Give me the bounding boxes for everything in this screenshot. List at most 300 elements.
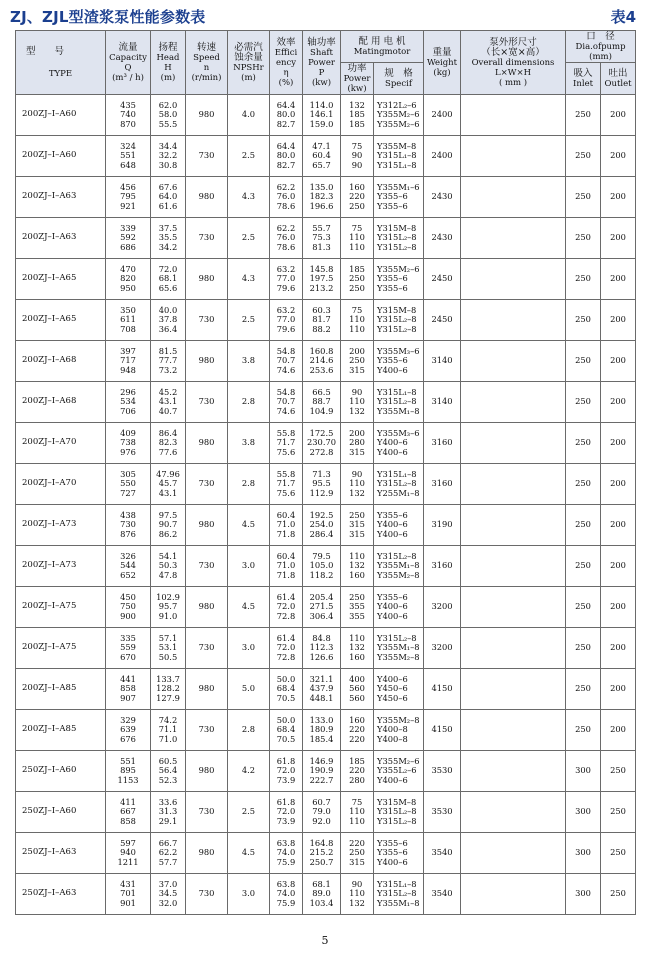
cell-shaft-power-value: 79.0 <box>312 806 331 817</box>
cell-dimensions <box>461 464 566 505</box>
cell-capacity-value: 305 <box>120 468 136 479</box>
cell-motor-power <box>341 218 374 259</box>
cell-head-value: 32.2 <box>158 150 178 161</box>
cell-capacity <box>106 95 151 136</box>
cell-motor-spec-value: Y315L₂–8 <box>377 478 417 489</box>
cell-outlet: 200 <box>601 423 636 464</box>
cell-motor-spec <box>374 628 424 669</box>
header-type: 型 号 TYPE <box>16 31 106 95</box>
cell-head-value: 34.4 <box>158 140 178 151</box>
cell-motor-power-value: 132 <box>349 642 365 653</box>
cell-efficiency-value: 77.0 <box>276 273 296 284</box>
cell-head-value: 43.1 <box>158 487 178 498</box>
cell-npsh: 3.0 <box>228 874 270 915</box>
cell-efficiency-value: 74.6 <box>276 405 296 416</box>
cell-weight: 3190 <box>424 505 461 546</box>
cell-head-value: 45.2 <box>158 386 178 397</box>
cell-efficiency <box>270 259 303 300</box>
cell-head-value: 50.5 <box>158 651 178 662</box>
cell-shaft-power <box>303 751 341 792</box>
cell-motor-power-value: 110 <box>349 888 365 899</box>
cell-motor-power <box>341 751 374 792</box>
cell-efficiency-value: 72.8 <box>276 610 296 621</box>
cell-motor-spec-value: Y355M₁–8 <box>377 405 420 416</box>
cell-motor-power-value: 160 <box>349 714 365 725</box>
cell-efficiency-value: 68.4 <box>276 724 296 735</box>
cell-capacity-value: 438 <box>120 509 136 520</box>
cell-head <box>151 95 186 136</box>
cell-outlet: 200 <box>601 177 636 218</box>
cell-capacity-value: 730 <box>120 519 136 530</box>
cell-head-value: 29.1 <box>158 815 178 826</box>
cell-type: 200ZJ–I–A65 <box>16 259 106 300</box>
cell-motor-spec-value: Y450–6 <box>377 692 408 703</box>
cell-head-value: 61.6 <box>158 200 178 211</box>
cell-shaft-power-value: 75.3 <box>312 232 331 243</box>
cell-efficiency <box>270 177 303 218</box>
cell-inlet: 250 <box>566 341 601 382</box>
cell-shaft-power-value: 89.0 <box>312 888 331 899</box>
cell-capacity-value: 738 <box>120 437 136 448</box>
cell-inlet: 300 <box>566 874 601 915</box>
cell-head <box>151 177 186 218</box>
cell-head-value: 102.9 <box>156 591 180 602</box>
cell-dimensions <box>461 546 566 587</box>
table-row <box>16 546 636 587</box>
cell-head-value: 91.0 <box>158 610 178 621</box>
cell-motor-spec-value: Y255M₁–8 <box>377 487 420 498</box>
table-row <box>16 587 636 628</box>
cell-efficiency <box>270 341 303 382</box>
cell-motor-power-value: 280 <box>349 774 365 785</box>
cell-motor-spec-value: Y355M₂–6 <box>377 755 420 766</box>
cell-efficiency-value: 61.4 <box>276 591 296 602</box>
cell-capacity <box>106 669 151 710</box>
cell-efficiency-value: 75.9 <box>276 856 296 867</box>
cell-head-value: 74.2 <box>158 714 178 725</box>
cell-head-value: 90.7 <box>158 519 178 530</box>
table-row <box>16 792 636 833</box>
cell-motor-power-value: 185 <box>349 109 365 120</box>
cell-npsh: 2.8 <box>228 464 270 505</box>
table-row <box>16 751 636 792</box>
cell-motor-spec <box>374 669 424 710</box>
cell-efficiency-value: 64.4 <box>276 99 296 110</box>
cell-shaft-power-value: 114.0 <box>309 99 334 110</box>
cell-shaft-power-value: 81.3 <box>312 241 331 252</box>
cell-shaft-power <box>303 136 341 177</box>
cell-shaft-power-value: 79.5 <box>312 550 331 561</box>
title-bar <box>10 6 636 28</box>
table-row <box>16 259 636 300</box>
table-row <box>16 710 636 751</box>
cell-motor-power-value: 250 <box>349 200 365 211</box>
cell-head-value: 62.0 <box>158 99 178 110</box>
cell-motor-spec-value: Y315L₂–8 <box>377 550 417 561</box>
cell-head <box>151 669 186 710</box>
cell-head-value: 71.0 <box>158 733 178 744</box>
cell-motor-spec <box>374 300 424 341</box>
cell-efficiency-value: 75.6 <box>276 446 296 457</box>
cell-head-value: 30.8 <box>158 159 178 170</box>
cell-capacity-value: 858 <box>120 683 136 694</box>
header-motor-power: 功率 Power (kw) <box>341 63 374 95</box>
cell-capacity <box>106 628 151 669</box>
cell-shaft-power-value: 112.3 <box>309 642 334 653</box>
cell-motor-spec-value: Y355M₂–8 <box>377 714 420 725</box>
cell-head-value: 37.8 <box>158 314 178 325</box>
cell-head-value: 36.4 <box>158 323 178 334</box>
cell-weight: 3200 <box>424 587 461 628</box>
cell-motor-power-value: 355 <box>349 601 365 612</box>
cell-motor-spec <box>374 546 424 587</box>
cell-head <box>151 628 186 669</box>
cell-capacity-value: 907 <box>120 692 136 703</box>
cell-speed: 980 <box>186 95 228 136</box>
cell-inlet: 300 <box>566 833 601 874</box>
cell-efficiency-value: 54.8 <box>276 386 296 397</box>
cell-head-value: 34.2 <box>158 241 178 252</box>
cell-motor-power-value: 90 <box>351 386 363 397</box>
cell-motor-spec-value: Y355M₁–8 <box>377 897 420 908</box>
cell-type: 200ZJ–I–A68 <box>16 382 106 423</box>
cell-inlet: 250 <box>566 546 601 587</box>
cell-efficiency-value: 61.4 <box>276 632 296 643</box>
cell-motor-power-value: 160 <box>349 651 365 662</box>
cell-motor-spec-value: Y315L₂–8 <box>377 314 417 325</box>
cell-motor-power-value: 110 <box>349 815 365 826</box>
cell-speed: 980 <box>186 259 228 300</box>
cell-capacity-value: 339 <box>120 222 136 233</box>
cell-inlet: 250 <box>566 710 601 751</box>
cell-motor-power-value: 250 <box>349 273 365 284</box>
cell-motor-power-value: 220 <box>349 191 365 202</box>
cell-shaft-power-value: 213.2 <box>309 282 334 293</box>
cell-head <box>151 751 186 792</box>
cell-inlet: 300 <box>566 792 601 833</box>
cell-capacity-value: 592 <box>120 232 136 243</box>
cell-shaft-power-value: 222.7 <box>309 774 334 785</box>
cell-motor-spec-value: Y355L₂–6 <box>377 765 417 776</box>
cell-motor-spec-value: Y355–6 <box>377 355 408 366</box>
cell-motor-power-value: 250 <box>349 509 365 520</box>
cell-efficiency <box>270 792 303 833</box>
cell-capacity-value: 901 <box>120 897 136 908</box>
cell-efficiency-value: 71.7 <box>276 437 296 448</box>
cell-shaft-power-value: 145.8 <box>309 263 334 274</box>
cell-head <box>151 874 186 915</box>
cell-motor-power-value: 110 <box>349 478 365 489</box>
cell-capacity-value: 397 <box>120 345 136 356</box>
cell-motor-spec-value: Y355–6 <box>377 191 408 202</box>
cell-head-value: 64.0 <box>158 191 178 202</box>
cell-dimensions <box>461 587 566 628</box>
cell-npsh: 3.0 <box>228 628 270 669</box>
cell-motor-spec-value: Y400–6 <box>377 601 408 612</box>
table-row <box>16 177 636 218</box>
cell-motor-spec-value: Y315M–8 <box>377 796 417 807</box>
cell-capacity-value: 895 <box>120 765 136 776</box>
cell-head-value: 72.0 <box>158 263 178 274</box>
cell-head-value: 50.3 <box>158 560 178 571</box>
cell-motor-spec-value: Y355M₁–6 <box>377 181 420 192</box>
cell-outlet: 200 <box>601 669 636 710</box>
cell-capacity-value: 870 <box>120 118 136 129</box>
cell-shaft-power-value: 88.2 <box>312 323 331 334</box>
cell-motor-power <box>341 587 374 628</box>
table-row <box>16 464 636 505</box>
cell-shaft-power-value: 448.1 <box>309 692 334 703</box>
cell-shaft-power <box>303 218 341 259</box>
cell-outlet: 200 <box>601 95 636 136</box>
cell-head <box>151 710 186 751</box>
header-capacity: 流量 Capacity Q (m³ / h) <box>106 31 151 95</box>
cell-motor-power-value: 132 <box>349 99 365 110</box>
cell-motor-spec-value: Y315L₂–8 <box>377 241 417 252</box>
cell-motor-power <box>341 833 374 874</box>
cell-motor-spec <box>374 177 424 218</box>
cell-dimensions <box>461 218 566 259</box>
cell-motor-power-value: 400 <box>349 673 365 684</box>
cell-capacity-value: 727 <box>120 487 136 498</box>
cell-capacity <box>106 833 151 874</box>
cell-inlet: 250 <box>566 300 601 341</box>
cell-motor-power-value: 132 <box>349 897 365 908</box>
cell-motor-spec-value: Y355M₃–6 <box>377 345 420 356</box>
cell-capacity-value: 648 <box>120 159 136 170</box>
cell-motor-spec-value: Y315L₁–8 <box>377 386 417 397</box>
cell-motor-power <box>341 792 374 833</box>
cell-shaft-power <box>303 95 341 136</box>
cell-efficiency <box>270 95 303 136</box>
table-row <box>16 669 636 710</box>
cell-shaft-power-value: 71.3 <box>312 468 331 479</box>
header-head: 扬程 Head H (m) <box>151 31 186 95</box>
cell-speed: 980 <box>186 751 228 792</box>
cell-dimensions <box>461 751 566 792</box>
cell-shaft-power-value: 182.3 <box>309 191 334 202</box>
cell-speed: 980 <box>186 177 228 218</box>
cell-shaft-power-value: 65.7 <box>312 159 331 170</box>
cell-motor-power-value: 75 <box>351 222 363 233</box>
cell-npsh: 2.8 <box>228 382 270 423</box>
cell-capacity-value: 456 <box>120 181 136 192</box>
cell-motor-spec-value: Y355–6 <box>377 200 408 211</box>
cell-motor-power-value: 160 <box>349 181 365 192</box>
cell-shaft-power-value: 88.7 <box>312 396 331 407</box>
cell-capacity-value: 750 <box>120 601 136 612</box>
cell-efficiency <box>270 669 303 710</box>
cell-capacity <box>106 792 151 833</box>
cell-shaft-power-value: 103.4 <box>309 897 334 908</box>
cell-motor-spec-value: Y312L₂–6 <box>377 99 417 110</box>
cell-shaft-power-value: 272.8 <box>309 446 334 457</box>
header-dimensions: 泵外形尺寸 （长×宽×高） Overall dimensions L×W×H ( mm ) <box>461 31 566 95</box>
cell-dimensions <box>461 382 566 423</box>
cell-efficiency-value: 78.6 <box>276 200 296 211</box>
cell-speed: 980 <box>186 833 228 874</box>
cell-efficiency <box>270 710 303 751</box>
cell-shaft-power-value: 133.0 <box>309 714 334 725</box>
cell-shaft-power <box>303 546 341 587</box>
cell-motor-power-value: 315 <box>349 856 365 867</box>
cell-npsh: 4.2 <box>228 751 270 792</box>
cell-efficiency-value: 70.7 <box>276 355 296 366</box>
cell-outlet: 250 <box>601 874 636 915</box>
cell-speed: 730 <box>186 710 228 751</box>
cell-motor-spec-value: Y400–6 <box>377 856 408 867</box>
cell-shaft-power-value: 68.1 <box>312 878 331 889</box>
cell-motor-spec-value: Y400–6 <box>377 446 408 457</box>
cell-inlet: 250 <box>566 136 601 177</box>
cell-shaft-power-value: 112.9 <box>309 487 334 498</box>
cell-motor-power-value: 110 <box>349 396 365 407</box>
cell-motor-power <box>341 95 374 136</box>
cell-type: 200ZJ–I–A70 <box>16 423 106 464</box>
cell-motor-power <box>341 136 374 177</box>
cell-motor-power-value: 185 <box>349 118 365 129</box>
cell-motor-power-value: 110 <box>349 314 365 325</box>
cell-dimensions <box>461 341 566 382</box>
cell-head-value: 133.7 <box>156 673 180 684</box>
cell-shaft-power-value: 306.4 <box>309 610 334 621</box>
cell-npsh: 2.5 <box>228 218 270 259</box>
table-row <box>16 95 636 136</box>
cell-motor-spec-value: Y355M₂–8 <box>377 569 420 580</box>
table-row <box>16 341 636 382</box>
cell-inlet: 250 <box>566 423 601 464</box>
cell-weight: 3530 <box>424 792 461 833</box>
cell-motor-power-value: 220 <box>349 733 365 744</box>
cell-motor-power-value: 110 <box>349 806 365 817</box>
cell-efficiency-value: 55.8 <box>276 468 296 479</box>
cell-npsh: 4.3 <box>228 177 270 218</box>
cell-capacity-value: 921 <box>120 200 136 211</box>
cell-shaft-power <box>303 505 341 546</box>
cell-dimensions <box>461 628 566 669</box>
cell-motor-power <box>341 710 374 751</box>
cell-capacity-value: 534 <box>120 396 136 407</box>
cell-head-value: 65.6 <box>158 282 178 293</box>
cell-efficiency-value: 75.6 <box>276 487 296 498</box>
cell-shaft-power <box>303 792 341 833</box>
cell-npsh: 4.5 <box>228 833 270 874</box>
table-row <box>16 423 636 464</box>
cell-motor-spec <box>374 259 424 300</box>
cell-efficiency <box>270 587 303 628</box>
cell-head <box>151 505 186 546</box>
cell-head <box>151 341 186 382</box>
cell-efficiency-value: 82.7 <box>276 159 296 170</box>
cell-efficiency-value: 72.0 <box>276 642 296 653</box>
cell-shaft-power-value: 160.8 <box>309 345 334 356</box>
cell-motor-power-value: 75 <box>351 304 363 315</box>
cell-capacity <box>106 136 151 177</box>
cell-efficiency <box>270 833 303 874</box>
cell-motor-spec-value: Y400–6 <box>377 673 408 684</box>
cell-shaft-power-value: 215.2 <box>309 847 334 858</box>
cell-motor-power <box>341 423 374 464</box>
cell-shaft-power-value: 47.1 <box>312 140 331 151</box>
cell-head-value: 55.5 <box>158 118 178 129</box>
cell-efficiency <box>270 546 303 587</box>
page-title: ZJ、ZJL型渣浆泵性能参数表 <box>10 8 206 26</box>
cell-motor-power <box>341 546 374 587</box>
cell-motor-power-value: 132 <box>349 405 365 416</box>
cell-efficiency <box>270 423 303 464</box>
cell-shaft-power-value: 105.0 <box>309 560 334 571</box>
cell-speed: 980 <box>186 587 228 628</box>
cell-inlet: 250 <box>566 587 601 628</box>
cell-efficiency-value: 71.7 <box>276 478 296 489</box>
cell-outlet: 200 <box>601 259 636 300</box>
cell-capacity-value: 296 <box>120 386 136 397</box>
cell-motor-power-value: 250 <box>349 591 365 602</box>
cell-npsh: 4.3 <box>228 259 270 300</box>
cell-motor-spec <box>374 382 424 423</box>
cell-motor-spec <box>374 136 424 177</box>
cell-head <box>151 423 186 464</box>
cell-type: 200ZJ–I–A60 <box>16 95 106 136</box>
cell-head-value: 32.0 <box>158 897 178 908</box>
cell-type: 200ZJ–I–A68 <box>16 341 106 382</box>
cell-capacity-value: 948 <box>120 364 136 375</box>
cell-motor-power-value: 220 <box>349 765 365 776</box>
cell-shaft-power-value: 185.4 <box>309 733 334 744</box>
cell-type: 250ZJ–I–A60 <box>16 751 106 792</box>
cell-inlet: 250 <box>566 259 601 300</box>
cell-shaft-power-value: 197.5 <box>309 273 334 284</box>
cell-motor-power-value: 132 <box>349 487 365 498</box>
cell-motor-spec <box>374 95 424 136</box>
cell-weight: 2400 <box>424 95 461 136</box>
cell-capacity-value: 670 <box>120 651 136 662</box>
cell-weight: 3540 <box>424 833 461 874</box>
cell-capacity <box>106 177 151 218</box>
cell-motor-spec-value: Y315L₂–8 <box>377 232 417 243</box>
cell-capacity-value: 639 <box>120 724 136 735</box>
cell-motor-spec-value: Y355M₂–6 <box>377 263 420 274</box>
cell-outlet: 200 <box>601 382 636 423</box>
cell-weight: 2400 <box>424 136 461 177</box>
cell-capacity-value: 701 <box>120 888 136 899</box>
cell-motor-power-value: 560 <box>349 683 365 694</box>
table-row <box>16 874 636 915</box>
cell-shaft-power-value: 60.3 <box>312 304 331 315</box>
cell-outlet: 200 <box>601 710 636 751</box>
cell-capacity <box>106 423 151 464</box>
cell-weight: 4150 <box>424 669 461 710</box>
cell-head <box>151 464 186 505</box>
cell-capacity-value: 667 <box>120 806 136 817</box>
cell-head-value: 56.4 <box>158 765 178 776</box>
cell-shaft-power-value: 126.6 <box>309 651 334 662</box>
cell-head-value: 97.5 <box>158 509 178 520</box>
cell-capacity <box>106 751 151 792</box>
cell-dimensions <box>461 792 566 833</box>
cell-motor-spec-value: Y355–6 <box>377 847 408 858</box>
cell-head-value: 57.7 <box>158 856 178 867</box>
cell-shaft-power <box>303 423 341 464</box>
cell-speed: 730 <box>186 628 228 669</box>
cell-capacity <box>106 341 151 382</box>
header-npsh: 必需汽 蚀余量 NPSHr (m) <box>228 31 270 95</box>
cell-dimensions <box>461 136 566 177</box>
cell-outlet: 200 <box>601 341 636 382</box>
cell-motor-power <box>341 177 374 218</box>
cell-outlet: 200 <box>601 300 636 341</box>
cell-head-value: 62.2 <box>158 847 178 858</box>
